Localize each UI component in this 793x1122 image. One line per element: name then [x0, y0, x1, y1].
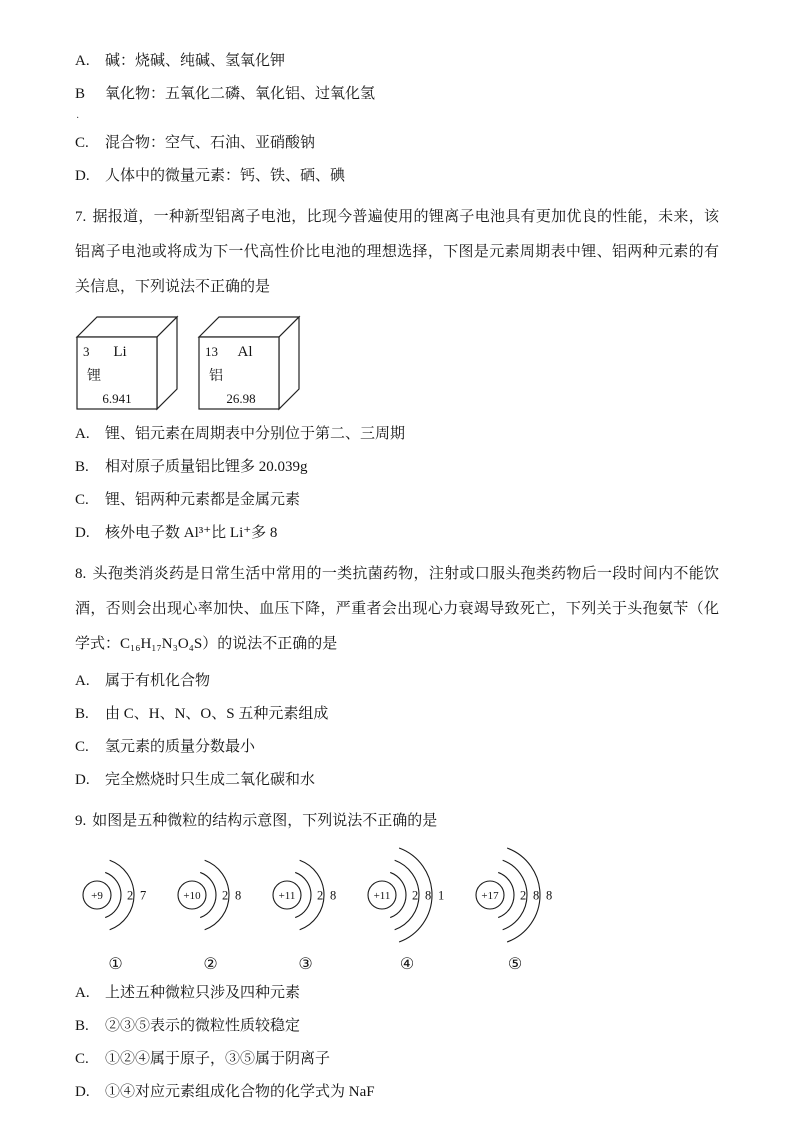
option-text: 完全燃烧时只生成二氧化碳和水	[105, 772, 316, 788]
option-text: 锂、铝元素在周期表中分别位于第二、三周期	[105, 426, 406, 442]
element-box-aluminium	[197, 311, 303, 413]
q8-option-d	[75, 771, 719, 790]
particle-diagram-2	[170, 843, 251, 974]
q9-option-d	[75, 1083, 719, 1102]
q7-option-c	[75, 491, 719, 510]
stray-mark: ·	[76, 113, 80, 124]
option-label: B	[75, 86, 86, 102]
svg-text:8: 8	[425, 888, 432, 903]
question-number: 7.	[75, 209, 87, 225]
particle-diagram-4	[360, 843, 454, 974]
q9-option-a	[75, 984, 719, 1003]
option-label: C.	[75, 1051, 89, 1067]
atomic-mass: 6.941	[102, 391, 132, 406]
option-label: D.	[75, 168, 90, 184]
option-label: D.	[75, 525, 90, 541]
q6-option-a	[75, 52, 719, 71]
element-box-lithium	[75, 311, 181, 413]
option-text: 上述五种微粒只涉及四种元素	[105, 985, 301, 1001]
option-text: ①②④属于原子，③⑤属于阴离子	[105, 1051, 331, 1067]
option-label: A.	[75, 673, 90, 689]
particle-label: ④	[399, 956, 415, 973]
svg-text:7: 7	[140, 888, 147, 903]
atom-structure-icon	[468, 843, 562, 952]
atom-structure-icon	[170, 843, 251, 952]
element-name: 铝	[209, 369, 223, 384]
option-label: A.	[75, 426, 90, 442]
option-text: 氢元素的质量分数最小	[105, 739, 256, 755]
option-label: D.	[75, 1084, 90, 1100]
particle-diagram-5	[468, 843, 562, 974]
option-text: ①④对应元素组成化合物的化学式为 NaF	[105, 1084, 375, 1100]
atomic-number: 3	[83, 344, 90, 359]
option-label: C.	[75, 739, 89, 755]
element-boxes-figure	[75, 311, 719, 413]
option-text: ②③⑤表示的微粒性质较稳定	[105, 1018, 301, 1034]
atomic-number: 13	[205, 344, 218, 359]
q7-option-d	[75, 524, 719, 543]
option-text: 核外电子数 Al³⁺比 Li⁺多 8	[105, 525, 278, 541]
svg-text:8: 8	[330, 888, 337, 903]
particle-label: ①	[108, 956, 123, 973]
option-text: 氧化物：五氧化二磷、氧化铝、过氧化氢	[105, 86, 376, 102]
q7-option-a	[75, 425, 719, 444]
atom-structure-icon	[360, 843, 454, 952]
question-number: 8.	[75, 566, 87, 582]
svg-text:8: 8	[533, 888, 540, 903]
svg-text:2: 2	[520, 888, 527, 903]
svg-text:2: 2	[317, 888, 324, 903]
question-stem-text: 据报道，一种新型铝离子电池，比现今普遍使用的锂离子电池具有更加优良的性能，未来，该铝离子电池或将成为下一代高性价比电池的理想选择，下图是元素周期表中锂、铝两种元素的有关信息，下列说法不正确的是	[75, 209, 719, 295]
question-7	[75, 200, 719, 543]
option-label: C.	[75, 492, 89, 508]
q8-option-b	[75, 705, 719, 724]
q9-option-b	[75, 1017, 719, 1036]
q8-option-c	[75, 738, 719, 757]
question-stem	[75, 804, 719, 839]
q6-option-b	[75, 85, 719, 104]
svg-text:+11: +11	[278, 890, 296, 902]
q7-option-b	[75, 458, 719, 477]
svg-text:+9: +9	[91, 890, 103, 902]
atom-structure-icon	[75, 843, 156, 952]
q8-option-a	[75, 672, 719, 691]
q6-option-d	[75, 167, 719, 186]
svg-text:2: 2	[412, 888, 419, 903]
question-6-options	[75, 52, 719, 186]
option-text: 锂、铝两种元素都是金属元素	[105, 492, 301, 508]
element-name: 锂	[87, 369, 101, 384]
option-text: 碱：烧碱、纯碱、氢氧化钾	[105, 53, 286, 69]
option-text: 由 C、H、N、O、S 五种元素组成	[105, 706, 329, 722]
question-stem-text: 头孢类消炎药是日常生活中常用的一类抗菌药物，注射或口服头孢类药物后一段时间内不能饮酒，否则会出现心率加快、血压下降，严重者会出现心力衰竭导致死亡，下列关于头孢氨苄（化学式：C₁₆H₁₇N₃O₄S）的说法不正确的是	[75, 566, 719, 652]
option-label: B.	[75, 1018, 89, 1034]
atomic-mass: 26.98	[226, 391, 256, 406]
question-stem	[75, 557, 719, 662]
question-stem-text: 如图是五种微粒的结构示意图，下列说法不正确的是	[92, 813, 438, 829]
svg-text:8: 8	[235, 888, 242, 903]
svg-text:+10: +10	[183, 890, 201, 902]
option-label: C.	[75, 135, 89, 151]
svg-text:2: 2	[127, 888, 134, 903]
question-number: 9.	[75, 813, 87, 829]
question-8	[75, 557, 719, 790]
element-symbol: Li	[113, 344, 127, 360]
option-text: 相对原子质量铝比锂多 20.039g	[105, 459, 308, 475]
option-label: A.	[75, 53, 90, 69]
q9-option-c	[75, 1050, 719, 1069]
svg-text:8: 8	[546, 888, 553, 903]
particle-diagram-1	[75, 843, 156, 974]
question-stem	[75, 200, 719, 305]
option-label: B.	[75, 706, 89, 722]
particle-label: ②	[203, 956, 218, 973]
option-label: B.	[75, 459, 89, 475]
option-label: A.	[75, 985, 90, 1001]
option-text: 人体中的微量元素：钙、铁、硒、碘	[105, 168, 346, 184]
q6-option-c	[75, 134, 719, 153]
particle-diagram-3	[265, 843, 346, 974]
svg-text:2: 2	[222, 888, 229, 903]
svg-text:1: 1	[438, 888, 445, 903]
particle-label: ③	[298, 956, 313, 973]
option-label: D.	[75, 772, 90, 788]
particle-label: ⑤	[507, 956, 523, 973]
option-text: 混合物：空气、石油、亚硝酸钠	[105, 135, 316, 151]
svg-text:+11: +11	[373, 890, 391, 902]
particle-diagrams-figure	[75, 843, 719, 974]
question-9	[75, 804, 719, 1102]
svg-text:+17: +17	[481, 890, 499, 902]
option-text: 属于有机化合物	[105, 673, 211, 689]
atom-structure-icon	[265, 843, 346, 952]
element-symbol: Al	[237, 344, 253, 360]
